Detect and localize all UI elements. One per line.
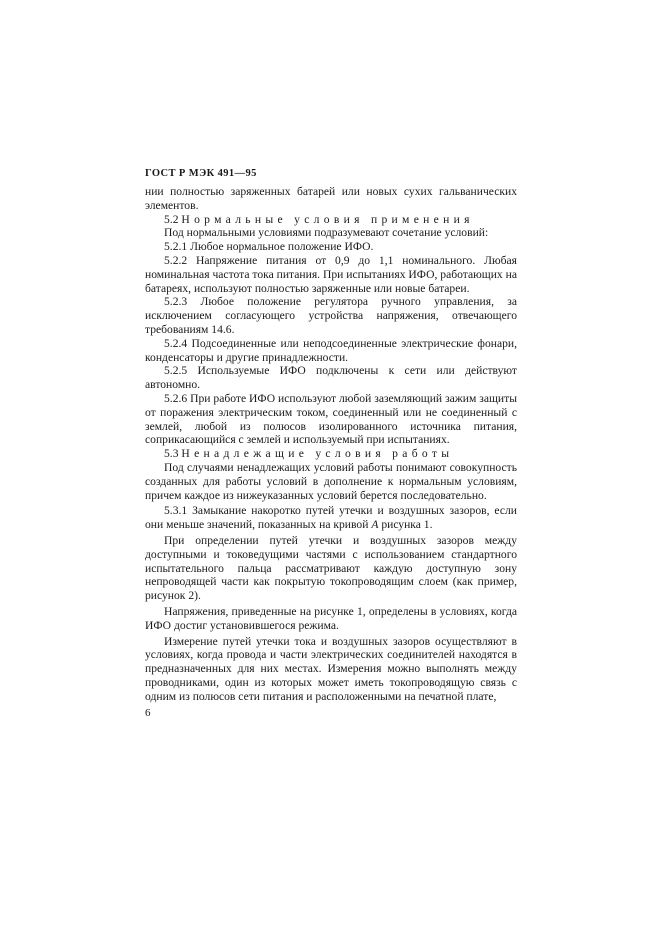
section-number: 5.3	[164, 447, 179, 461]
page-number: 6	[145, 707, 151, 719]
paragraph: Под случаями ненадлежащих условий работы понимают совокупность созданных для работы условий в дополнение к нормальным условиям, причем каждое из нижеуказанных условий берется последовательно.	[145, 460, 517, 502]
paragraph: 5.2.6 При работе ИФО используют любой заземляющий зажим защиты от поражения электрическим током, соединенный или не соединенный с землей, любой из полюсов изолированного источника питания, соприкасающийся с землей и используемый при испытаниях.	[145, 391, 517, 447]
paragraph	[145, 504, 517, 532]
paragraph: Под нормальными условиями подразумевают сочетание условий:	[164, 226, 489, 240]
paragraph: 5.2.2 Напряжение питания от 0,9 до 1,1 номинального. Любая номинальная частота тока питания. При испытаниях ИФО, работающих на батареях, используют полностью заряженные или новые батареи.	[145, 253, 517, 295]
paragraph: 5.2.5 Используемые ИФО подключены к сети или действуют автономно.	[145, 364, 517, 392]
paragraph: нии полностью заряженных батарей или новых сухих гальванических элементов.	[145, 185, 517, 212]
curve-label: А	[371, 518, 379, 532]
document-header: ГОСТ Р МЭК 491—95	[145, 168, 257, 179]
section-number: 5.2	[164, 212, 179, 226]
paragraph: При определении путей утечки и воздушных зазоров между доступными и токоведущими частями с использованием стандартного испытательного пальца рассматривают каждую доступную зону непроводящей части как покрытую токопроводящим слоем (как пример, рисунок 2).	[145, 533, 517, 603]
section-title: Нормальные условия применения	[181, 212, 474, 226]
section-heading-5-2	[145, 213, 517, 227]
paragraph: Напряжения, приведенные на рисунке 1, определены в условиях, когда ИФО достиг установившегося режима.	[145, 604, 517, 632]
paragraph-text: рисунка 1.	[381, 518, 433, 532]
paragraph-text: 5.3.1 Замыкание накоротко путей утечки и воздушных зазоров, если они меньше значений, показанных на кривой	[145, 504, 517, 532]
paragraph: Измерение путей утечки тока и воздушных зазоров осуществляют в условиях, когда провода и части электрических соединителей находятся в предназначенных для них местах. Измерения можно выполнять между проводниками, один из которых может иметь токопроводящую связь с одним из полюсов сети питания и расположенными на печатной плате,	[145, 634, 517, 703]
paragraph: 5.2.1 Любое нормальное положение ИФО.	[164, 240, 374, 254]
section-title: Ненадлежащие условия работы	[181, 447, 454, 461]
section-heading-5-3	[145, 447, 517, 461]
document-body	[145, 185, 517, 703]
paragraph: 5.2.3 Любое положение регулятора ручного управления, за исключением согласующего устройства напряжения, отвечающего требованиям 14.6.	[145, 295, 517, 336]
paragraph: 5.2.4 Подсоединенные или неподсоединенные электрические фонари, конденсаторы и другие принадлежности.	[145, 336, 517, 364]
